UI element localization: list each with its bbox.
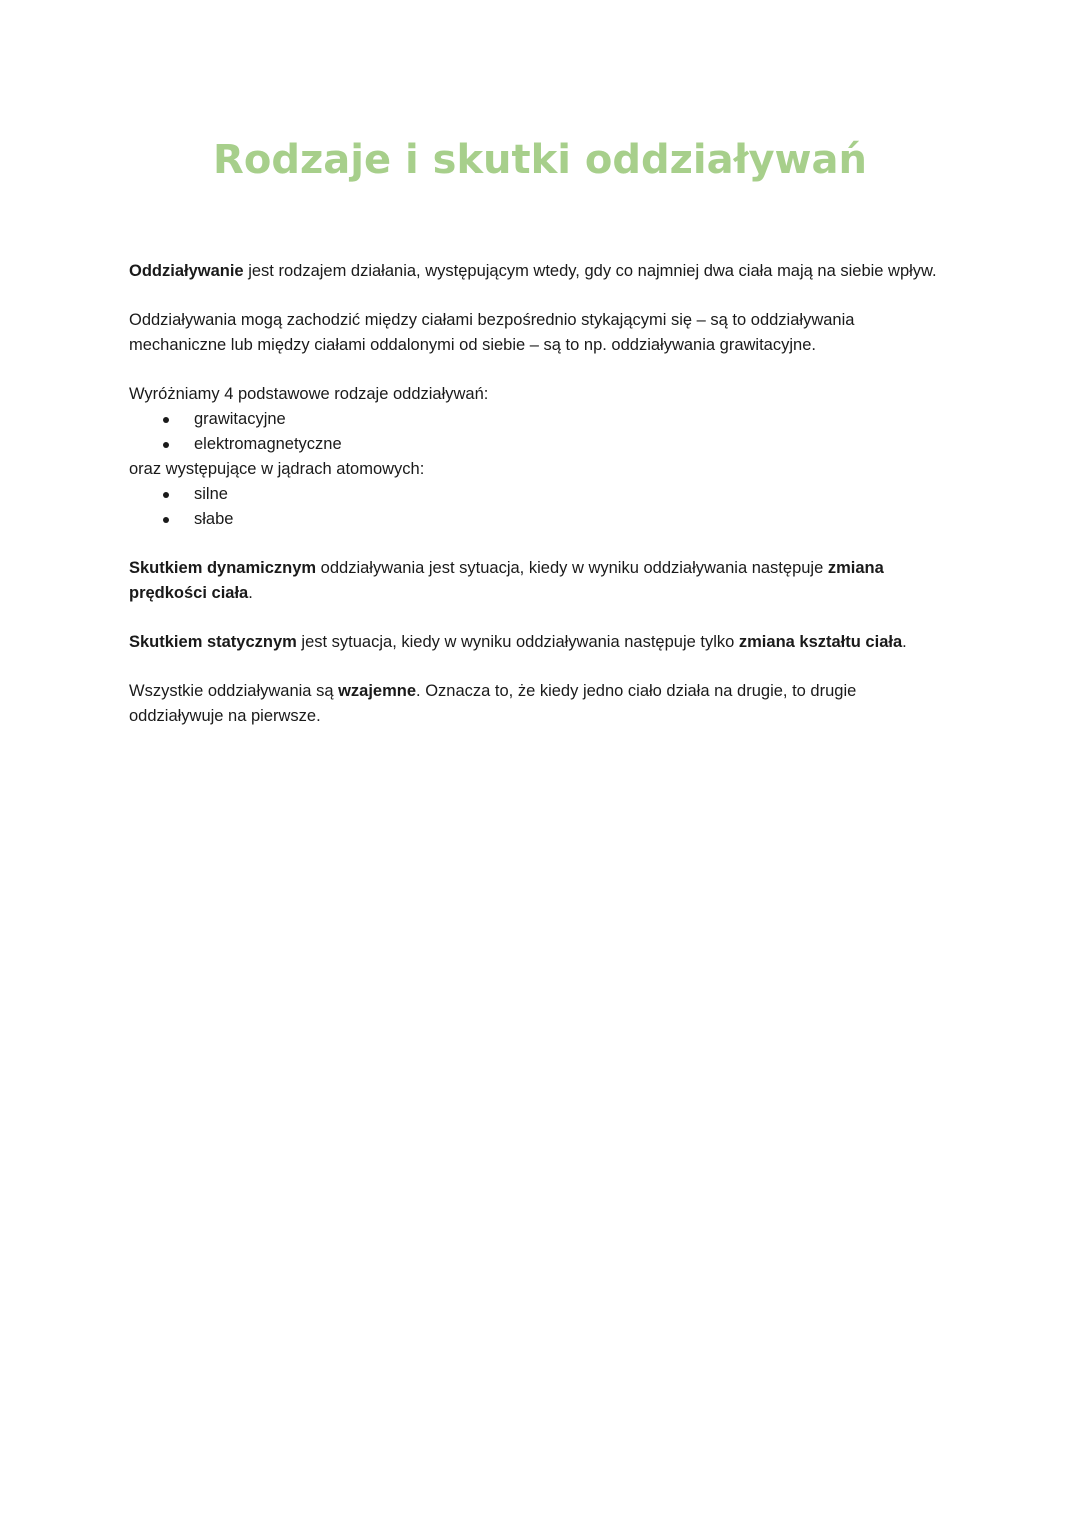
bullet-icon — [163, 417, 169, 423]
dynamic-effect-text: oddziaływania jest sytuacja, kiedy w wyniku oddziaływania następuje — [316, 559, 828, 577]
contact-distance-text: Oddziaływania mogą zachodzić między ciałami bezpośrednio stykającymi się – są to oddziaływania mechaniczne lub między ciałami oddalonymi od siebie – są to np. oddziaływania grawitacyjne. — [129, 311, 855, 354]
list-item-label: grawitacyjne — [194, 410, 286, 428]
paragraph-dynamic-effect — [129, 556, 939, 606]
term-mutual: wzajemne — [338, 682, 417, 700]
page-title: Rodzaje i skutki oddziaływań — [213, 137, 867, 183]
sentence-end: . — [248, 584, 253, 602]
bullet-icon — [163, 442, 169, 448]
bullet-icon — [163, 517, 169, 523]
list-item-label: silne — [194, 485, 228, 503]
types-section — [129, 382, 939, 532]
paragraph-definition — [129, 259, 939, 284]
definition-text: jest rodzajem działania, występującym wtedy, gdy co najmniej dwa ciała mają na siebie wpływ. — [243, 262, 937, 280]
static-effect-text: jest sytuacja, kiedy w wyniku oddziaływania następuje tylko — [296, 633, 739, 651]
term-dynamic-effect: Skutkiem dynamicznym — [129, 559, 317, 577]
paragraph-contact-vs-distance — [129, 308, 939, 358]
bullet-list-basic-types — [129, 407, 939, 457]
term-oddzialywanie: Oddziaływanie — [129, 262, 244, 280]
list-item — [129, 432, 939, 457]
mutual-text-end: . Oznacza to, że kiedy jedno ciało działa na drugie, to drugie oddziaływuje na pierwsze. — [129, 682, 857, 725]
list-item-label: słabe — [194, 510, 234, 528]
term-shape-change: zmiana kształtu ciała — [738, 633, 903, 651]
term-velocity-change: zmiana prędkości ciała — [129, 559, 884, 602]
list-item — [129, 507, 939, 532]
term-static-effect: Skutkiem statycznym — [129, 633, 297, 651]
types-intro: Wyróżniamy 4 podstawowe rodzaje oddziaływań: — [129, 385, 489, 403]
list-item-label: elektromagnetyczne — [194, 435, 342, 453]
mutual-text-start: Wszystkie oddziaływania są — [129, 682, 339, 700]
document-body — [129, 259, 939, 753]
bullet-list-nuclear-types — [129, 482, 939, 532]
sentence-end: . — [902, 633, 907, 651]
bullet-icon — [163, 492, 169, 498]
list-item — [129, 482, 939, 507]
paragraph-mutual — [129, 679, 939, 729]
nuclear-types-intro: oraz występujące w jądrach atomowych: — [129, 460, 425, 478]
paragraph-static-effect — [129, 630, 939, 655]
list-item — [129, 407, 939, 432]
